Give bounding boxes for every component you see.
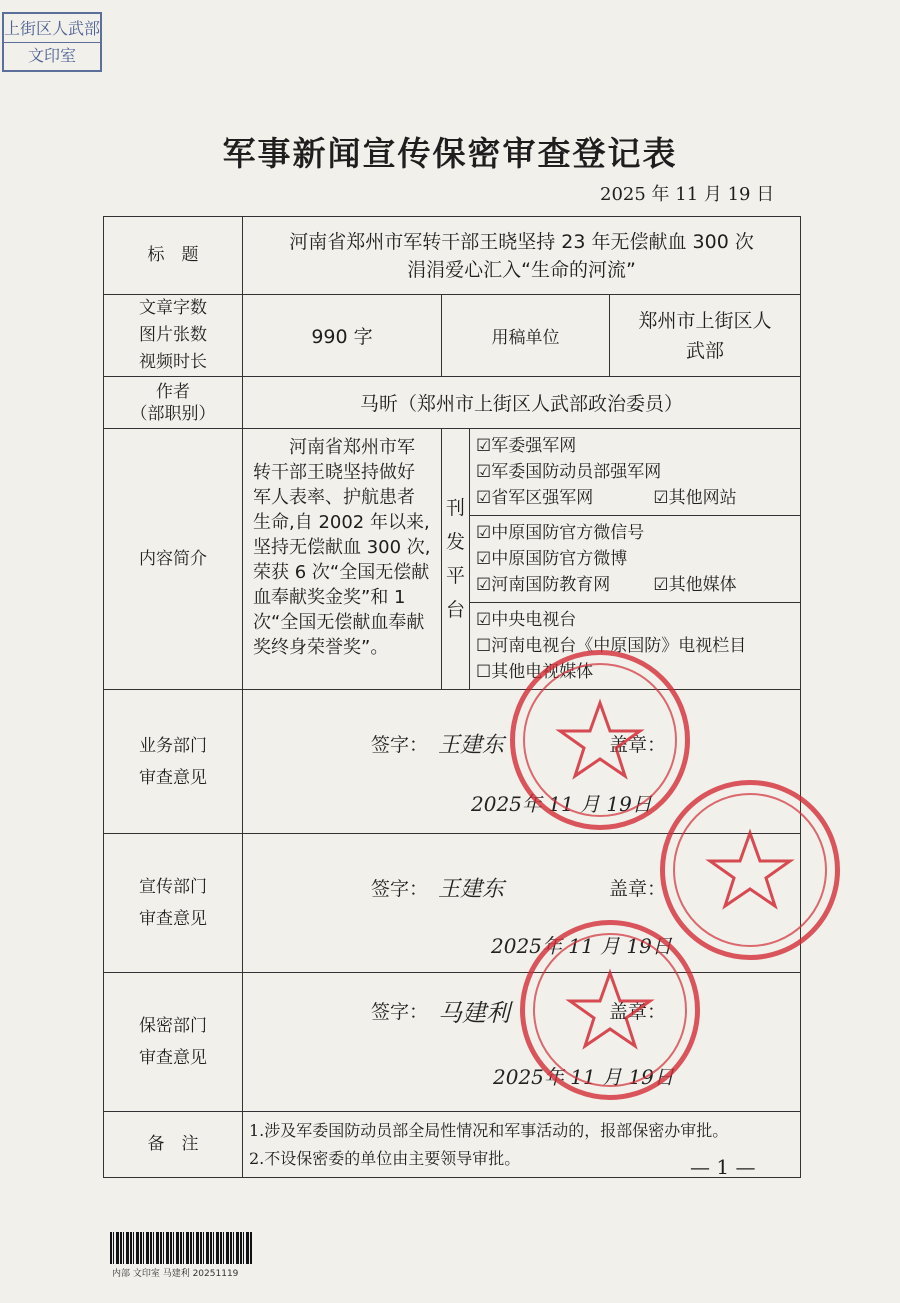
title-value-line-1: 河南省郑州市军转干部王晓坚持 23 年无偿献血 300 次 <box>289 230 754 253</box>
word-count-label: 文章字数 <box>139 298 207 318</box>
publicity-dept-label: 宣传部门 <box>139 877 207 897</box>
sign-date: 2025年 11 月 19日 <box>471 792 652 816</box>
title-label: 标 题 <box>104 217 243 295</box>
unit-value-line-1: 郑州市上街区人 <box>638 309 772 332</box>
sign-date: 2025年 11 月 19日 <box>491 934 672 958</box>
office-stamp <box>2 12 102 72</box>
sign-label: 签字： <box>371 1001 429 1023</box>
secrecy-review-label <box>104 973 243 1112</box>
note-line-2: 2.不设保密委的单位由主要领导审批。 <box>249 1148 521 1168</box>
platform-provincial-network: ☑省军区强军网 <box>476 488 594 508</box>
unit-label: 用稿单位 <box>442 295 610 377</box>
platform-other-tv: ☐其他电视媒体 <box>476 662 594 682</box>
platform-henan-tv: ☐河南电视台《中原国防》电视栏目 <box>476 636 747 656</box>
platform-row <box>476 572 794 598</box>
signature: 王建东 <box>438 877 505 902</box>
video-length-label: 视频时长 <box>139 352 207 372</box>
platform-cmc-network: ☑军委强军网 <box>476 436 577 456</box>
seal-label: 盖章： <box>609 1001 667 1023</box>
note-line-1: 1.涉及军委国防动员部全局性情况和军事活动的，报部保密办审批。 <box>249 1120 729 1140</box>
platform-weibo: ☑中原国防官方微博 <box>476 549 628 569</box>
official-seal <box>510 650 690 830</box>
page-number: — 1 — <box>690 1155 756 1179</box>
business-dept-label: 业务部门 <box>139 735 207 756</box>
author-label-line-2: （部职别） <box>130 403 216 424</box>
platform-other-websites: ☑其他网站 <box>653 488 737 508</box>
title-value <box>243 217 801 295</box>
author-value: 马昕（郑州市上街区人武部政治委员） <box>243 377 801 429</box>
secrecy-dept-label: 保密部门 <box>139 1016 207 1036</box>
unit-value-line-2: 武部 <box>686 339 725 362</box>
publicity-review-label <box>104 834 243 973</box>
signature: 王建东 <box>438 733 505 758</box>
stamp-line-1: 上街区人武部 <box>4 16 100 43</box>
notes-label: 备 注 <box>104 1112 243 1178</box>
platform-cctv: ☑中央电视台 <box>476 610 577 630</box>
author-label-line-1: 作者 <box>156 381 190 402</box>
official-seal <box>520 920 700 1100</box>
platform-group-social <box>470 516 800 603</box>
sign-date: 2025年 11 月 19日 <box>493 1065 674 1089</box>
platform-mobilization-network: ☑军委国防动员部强军网 <box>476 462 662 482</box>
stamp-line-2: 文印室 <box>27 46 76 65</box>
count-value: 990 字 <box>243 295 442 377</box>
summary-label: 内容简介 <box>104 429 243 690</box>
summary-text: 河南省郑州市军转干部王晓坚持做好军人表率、护航患者生命,自 2002 年以来,坚持无偿献血 300 次,荣获 6 次“全国无偿献血奉献奖金奖”和 1 次“全国无偿献血奉献奖终身荣誉奖”。 <box>243 429 442 690</box>
business-opinion-label: 审查意见 <box>139 767 207 788</box>
sign-label: 签字： <box>371 734 429 756</box>
platform-label: 刊发平台 <box>442 429 470 690</box>
form-title: 军事新闻宣传保密审查登记表 <box>222 134 678 173</box>
platform-wechat: ☑中原国防官方微信号 <box>476 523 645 543</box>
author-label <box>104 377 243 429</box>
barcode <box>110 1232 252 1264</box>
platform-group-websites <box>470 429 800 516</box>
count-label <box>104 295 243 377</box>
secrecy-opinion-label: 审查意见 <box>139 1048 207 1068</box>
platform-other-media: ☑其他媒体 <box>653 575 737 595</box>
barcode-caption: 内部 文印室 马建利 20251119 <box>112 1269 239 1279</box>
image-count-label: 图片张数 <box>139 325 207 345</box>
seal-label: 盖章： <box>609 734 667 756</box>
business-review-label <box>104 690 243 834</box>
title-value-line-2: 涓涓爱心汇入“生命的河流” <box>407 258 636 281</box>
seal-label: 盖章： <box>609 878 667 900</box>
platform-row <box>476 485 794 511</box>
platform-education-network: ☑河南国防教育网 <box>476 575 611 595</box>
signature: 马建利 <box>438 999 510 1027</box>
platform-list <box>470 429 801 690</box>
publicity-opinion-label: 审查意见 <box>139 909 207 929</box>
sign-label: 签字： <box>371 878 429 900</box>
unit-value <box>610 295 801 377</box>
form-date: 2025 年 11 月 19 日 <box>600 184 775 205</box>
